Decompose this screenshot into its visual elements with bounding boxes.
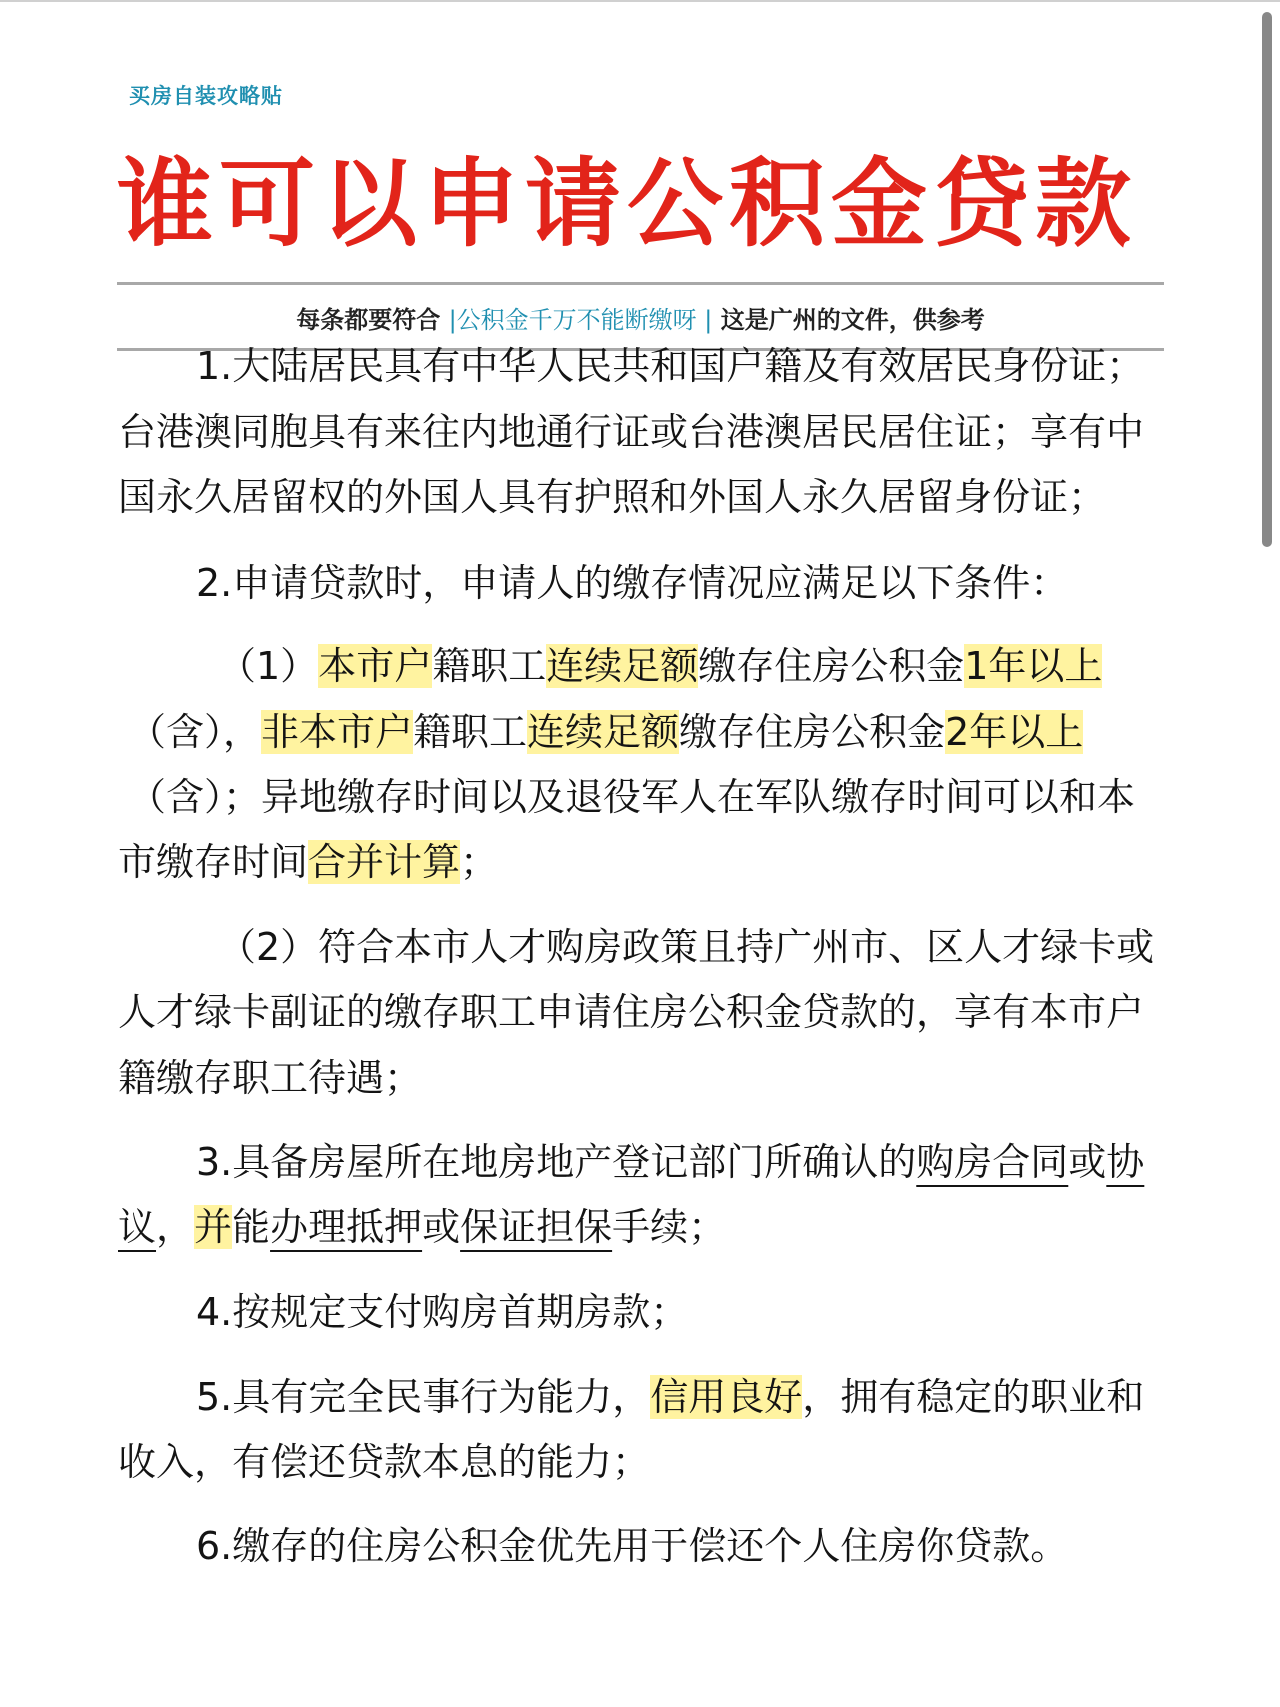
subtitle — [117, 300, 1164, 335]
paragraph-line — [128, 772, 1135, 822]
text-segment: 收入，有偿还贷款本息的能力； — [118, 1440, 651, 1484]
subtitle-left: 每条都要符合 — [296, 306, 449, 334]
text-segment: （2）符合本市人才购房政策且持广州市、区人才绿卡或 — [218, 925, 1155, 969]
paragraph-line — [118, 1202, 726, 1252]
subtitle-right: 这是广州的文件，供参考 — [712, 306, 985, 334]
text-segment: 2.申请贷款时，申请人的缴存情况应满足以下条件： — [196, 561, 1069, 605]
text-segment: 5.具有完全民事行为能力， — [196, 1375, 651, 1419]
highlighted-text: 合并计算 — [308, 840, 461, 884]
highlighted-text: 连续足额 — [527, 710, 680, 754]
text-segment: 市缴存时间 — [118, 840, 309, 884]
text-segment: ， — [156, 1205, 195, 1249]
text-segment: ，拥有稳定的职业和 — [802, 1375, 1145, 1419]
paragraph-line — [118, 837, 498, 887]
text-segment: 或 — [1068, 1140, 1107, 1184]
highlighted-text: 连续足额 — [546, 644, 699, 688]
text-segment: 能 — [232, 1205, 271, 1249]
highlighted-text: 1年以上 — [964, 644, 1103, 688]
text-segment: （含）， — [128, 710, 262, 754]
brand-label: 买房自装攻略贴 — [129, 84, 283, 108]
paragraph-line — [196, 341, 1144, 391]
text-segment: 台港澳同胞具有来往内地通行证或台港澳居民居住证；享有中 — [118, 410, 1145, 454]
page-title: 谁可以申请公积金贷款 — [117, 148, 1137, 260]
text-segment: 1.大陆居民具有中华人民共和国户籍及有效居民身份证； — [196, 344, 1145, 388]
paragraph-line — [218, 922, 1154, 972]
highlighted-text: 信用良好 — [650, 1375, 803, 1419]
text-segment: （含）；异地缴存时间以及退役军人在军队缴存时间可以和本 — [128, 775, 1136, 819]
paragraph-line — [118, 1437, 650, 1487]
highlighted-text: 非本市户 — [261, 710, 414, 754]
paragraph-line — [196, 1287, 688, 1337]
underlined-text: 购房合同 — [916, 1140, 1069, 1184]
divider-top — [117, 282, 1164, 285]
underlined-text: 保证担保 — [460, 1205, 613, 1249]
subtitle-highlight: |公积金千万不能断缴呀 | — [448, 306, 713, 334]
paragraph-line — [118, 1053, 422, 1103]
paragraph-line — [118, 472, 1106, 522]
text-segment: ； — [460, 840, 499, 884]
text-segment: 籍职工 — [413, 710, 528, 754]
text-segment: 国永久居留权的外国人具有护照和外国人永久居留身份证； — [118, 475, 1107, 519]
paragraph-line — [218, 641, 1102, 691]
underlined-text: 协 — [1106, 1140, 1145, 1184]
scrollbar[interactable] — [1262, 12, 1272, 547]
text-segment: 或 — [422, 1205, 461, 1249]
text-segment: 6.缴存的住房公积金优先用于偿还个人住房你贷款。 — [196, 1524, 1069, 1568]
paragraph-line — [118, 987, 1144, 1037]
text-segment: 缴存住房公积金 — [679, 710, 946, 754]
text-segment: 籍职工 — [432, 644, 547, 688]
paragraph-line — [196, 1137, 1144, 1187]
text-segment: 缴存住房公积金 — [698, 644, 965, 688]
paragraph-line — [196, 1372, 1144, 1422]
text-segment: 人才绿卡副证的缴存职工申请住房公积金贷款的，享有本市户 — [118, 990, 1145, 1034]
text-segment: 手续； — [612, 1205, 727, 1249]
text-segment: 4.按规定支付购房首期房款； — [196, 1290, 689, 1334]
text-segment: 3.具备房屋所在地房地产登记部门所确认的 — [196, 1140, 917, 1184]
paragraph-line — [118, 407, 1144, 457]
highlighted-text: 并 — [194, 1205, 233, 1249]
highlighted-text: 2年以上 — [945, 710, 1084, 754]
text-segment: 籍缴存职工待遇； — [118, 1056, 423, 1100]
paragraph-line — [196, 1521, 1068, 1571]
text-segment: （1） — [218, 644, 319, 688]
top-border — [0, 0, 1280, 2]
highlighted-text: 本市户 — [318, 644, 433, 688]
paragraph-line — [128, 707, 1083, 757]
underlined-text: 办理抵押 — [270, 1205, 423, 1249]
paragraph-line — [196, 558, 1068, 608]
underlined-text: 议 — [118, 1205, 157, 1249]
